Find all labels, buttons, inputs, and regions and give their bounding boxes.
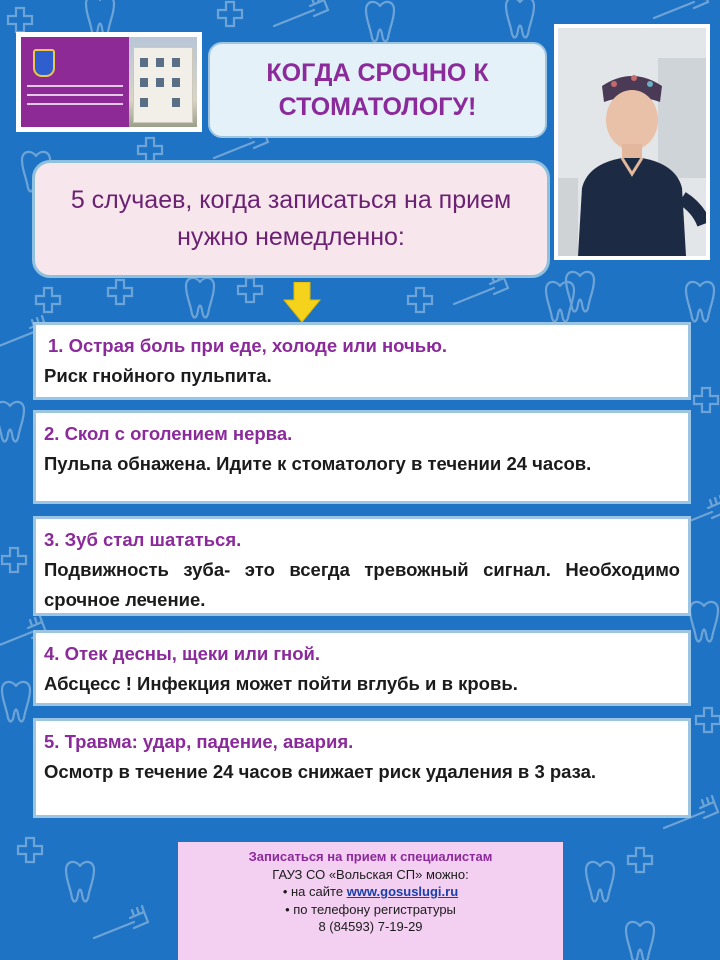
case-text: Риск гнойного пульпита. xyxy=(44,365,272,386)
case-text: Абсцесс ! Инфекция может пойти вглубь и в кровь. xyxy=(44,673,518,694)
case-title: 1. Острая боль при еде, холоде или ночью. xyxy=(48,335,448,356)
logo-panel xyxy=(21,37,129,127)
case-title: 4. Отек десны, щеки или гной. xyxy=(44,643,321,664)
subtitle: 5 случаев, когда записаться на прием нужно немедленно: xyxy=(32,160,550,278)
case-card xyxy=(33,322,691,400)
contact-phone-label: • по телефону регистратуры xyxy=(285,901,456,917)
contact-title: Записаться на прием к специалистам xyxy=(248,849,493,864)
doctor-photo xyxy=(554,24,710,260)
contact-phone: 8 (84593) 7-19-29 xyxy=(318,919,423,934)
case-card xyxy=(33,630,691,706)
arrow-down-icon xyxy=(282,282,322,322)
contact-org: ГАУЗ СО «Вольская СП» можно: xyxy=(272,866,469,882)
case-title: 2. Скол с оголением нерва. xyxy=(44,423,293,444)
case-card xyxy=(33,516,691,616)
case-text: Подвижность зуба- это всегда тревожный сигнал. Необходимо срочное лечение. xyxy=(44,559,680,610)
case-title: 5. Травма: удар, падение, авария. xyxy=(44,731,354,752)
contact-site-prefix: • на сайте xyxy=(282,884,344,899)
contact-site-line xyxy=(178,883,563,901)
case-title: 3. Зуб стал шататься. xyxy=(44,529,242,550)
doctor-illustration xyxy=(558,28,706,256)
case-text: Пульпа обнажена. Идите к стоматологу в течении 24 часов. xyxy=(44,453,592,474)
logo-text-lines xyxy=(27,85,123,112)
gosuslugi-link[interactable]: www.gosuslugi.ru xyxy=(346,884,459,899)
case-card xyxy=(33,410,691,504)
clinic-building-image xyxy=(133,47,193,123)
coat-of-arms-icon xyxy=(33,49,55,77)
case-card xyxy=(33,718,691,818)
case-text: Осмотр в течение 24 часов снижает риск удаления в 3 раза. xyxy=(44,761,597,782)
clinic-logo-image xyxy=(16,32,202,132)
contact-info-box xyxy=(178,842,563,960)
page-title: КОГДА СРОЧНО К СТОМАТОЛОГУ! xyxy=(208,42,547,138)
